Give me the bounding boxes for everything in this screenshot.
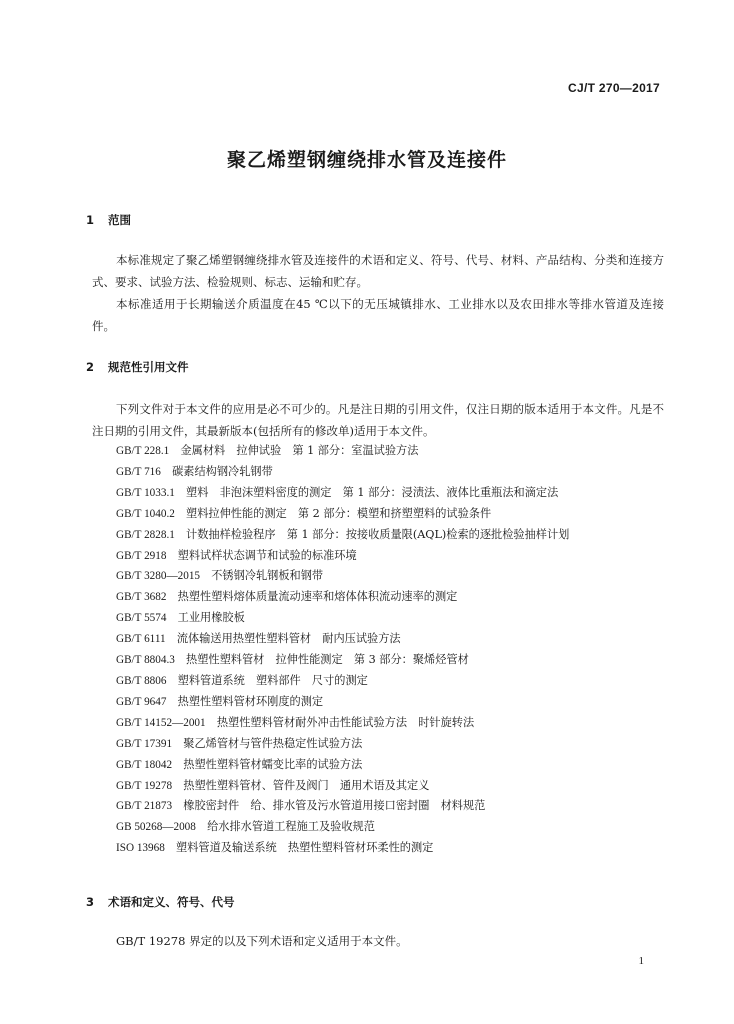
ref-code: GB/T 3682 <box>116 591 167 604</box>
terms-intro: GB/T 19278 界定的以及下列术语和定义适用于本文件。 <box>116 934 408 948</box>
ref-code: GB/T 2828.1 <box>116 528 175 541</box>
ref-code: GB/T 18042 <box>116 758 173 771</box>
ref-title: 塑料管道及输送系统 热塑性塑料管材环柔性的测定 <box>176 841 434 855</box>
list-item <box>116 776 569 797</box>
ref-title: 不锈钢冷轧钢板和钢带 <box>211 569 324 583</box>
list-item <box>116 755 569 776</box>
ref-code: GB/T 14152—2001 <box>116 716 206 729</box>
ref-code: GB/T 1033.1 <box>116 486 175 499</box>
ref-title: 塑料试样状态调节和试验的标准环境 <box>177 548 357 562</box>
ref-code: GB/T 9647 <box>116 695 167 708</box>
standard-number: CJ/T 270—2017 <box>568 81 660 95</box>
list-item <box>116 713 569 734</box>
list-item <box>116 441 569 462</box>
section-heading-normative-refs <box>86 359 189 375</box>
section-number: 3 <box>86 895 95 909</box>
ref-title: 热塑性塑料管材、管件及阀门 通用术语及其定义 <box>183 778 430 792</box>
ref-title: 热塑性塑料管材 拉伸性能测定 第 3 部分：聚烯烃管材 <box>186 653 469 667</box>
list-item <box>116 525 569 546</box>
list-item <box>116 629 569 650</box>
list-item <box>116 650 569 671</box>
ref-code: GB/T 8806 <box>116 674 167 687</box>
scope-paragraph-1: 本标准规定了聚乙烯塑钢缠绕排水管及连接件的术语和定义、符号、代号、材料、产品结构、分类和连接方式、要求、试验方法、检验规则、标志、运输和贮存。 <box>92 253 664 289</box>
reference-list <box>116 441 569 859</box>
list-item <box>116 483 569 504</box>
section-heading-terms <box>86 894 235 910</box>
list-item <box>116 546 569 567</box>
ref-code: GB/T 5574 <box>116 612 167 625</box>
ref-title: 给水排水管道工程施工及验收规范 <box>207 820 375 834</box>
ref-title: 聚乙烯管材与管件热稳定性试验方法 <box>183 736 363 750</box>
section-title: 术语和定义、符号、代号 <box>108 895 235 909</box>
list-item <box>116 566 569 587</box>
document-title: 聚乙烯塑钢缠绕排水管及连接件 <box>226 149 507 171</box>
list-item <box>116 796 569 817</box>
section-heading-scope <box>86 212 131 228</box>
section-title: 范围 <box>108 213 131 227</box>
list-item <box>116 838 569 859</box>
section-number: 1 <box>86 213 95 227</box>
ref-title: 热塑性塑料管材耐外冲击性能试验方法 时针旋转法 <box>216 715 475 729</box>
ref-code: ISO 13968 <box>116 842 165 855</box>
ref-code: GB/T 6111 <box>116 633 166 646</box>
list-item <box>116 587 569 608</box>
ref-title: 金属材料 拉伸试验 第 1 部分：室温试验方法 <box>180 444 419 457</box>
ref-code: GB/T 716 <box>116 465 161 478</box>
list-item <box>116 692 569 713</box>
ref-title: 塑料管道系统 塑料部件 尺寸的测定 <box>177 673 368 687</box>
list-item <box>116 462 569 483</box>
normative-refs-intro: 下列文件对于本文件的应用是必不可少的。凡是注日期的引用文件，仅注日期的版本适用于本文件。凡是不注日期的引用文件，其最新版本(包括所有的修改单)适用于本文件。 <box>92 402 664 438</box>
ref-title: 塑料拉伸性能的测定 第 2 部分：模塑和挤塑塑料的试验条件 <box>186 506 492 520</box>
section-number: 2 <box>86 360 95 374</box>
ref-title: 热塑性塑料管材环刚度的测定 <box>177 694 324 708</box>
list-item <box>116 504 569 525</box>
ref-title: 工业用橡胶板 <box>177 611 245 625</box>
page-number: 1 <box>638 955 644 967</box>
ref-title: 热塑性塑料熔体质量流动速率和熔体体积流动速率的测定 <box>177 590 458 604</box>
section-title: 规范性引用文件 <box>108 360 189 374</box>
ref-title: 塑料 非泡沫塑料密度的测定 第 1 部分：浸渍法、液体比重瓶法和滴定法 <box>186 485 559 499</box>
ref-code: GB/T 2918 <box>116 549 167 562</box>
ref-title: 计数抽样检验程序 第 1 部分：按接收质量限(AQL)检索的逐批检验抽样计划 <box>186 527 570 541</box>
ref-code: GB/T 19278 <box>116 779 173 792</box>
list-item <box>116 734 569 755</box>
ref-code: GB 50268—2008 <box>116 821 196 834</box>
ref-title: 流体输送用热塑性塑料管材 耐内压试验方法 <box>176 632 401 646</box>
ref-code: GB/T 8804.3 <box>116 654 175 667</box>
list-item <box>116 608 569 629</box>
ref-title: 橡胶密封件 给、排水管及污水管道用接口密封圈 材料规范 <box>183 799 486 813</box>
ref-title: 热塑性塑料管材蠕变比率的试验方法 <box>183 757 363 771</box>
ref-code: GB/T 228.1 <box>116 445 170 457</box>
ref-code: GB/T 3280—2015 <box>116 570 201 583</box>
ref-code: GB/T 21873 <box>116 800 173 813</box>
list-item <box>116 817 569 838</box>
scope-paragraph-2: 本标准适用于长期输送介质温度在45 ℃以下的无压城镇排水、工业排水以及农田排水等排水管道及连接件。 <box>92 297 664 333</box>
ref-title: 碳素结构钢冷轧钢带 <box>172 464 273 478</box>
list-item <box>116 671 569 692</box>
ref-code: GB/T 1040.2 <box>116 507 175 520</box>
ref-code: GB/T 17391 <box>116 737 173 750</box>
